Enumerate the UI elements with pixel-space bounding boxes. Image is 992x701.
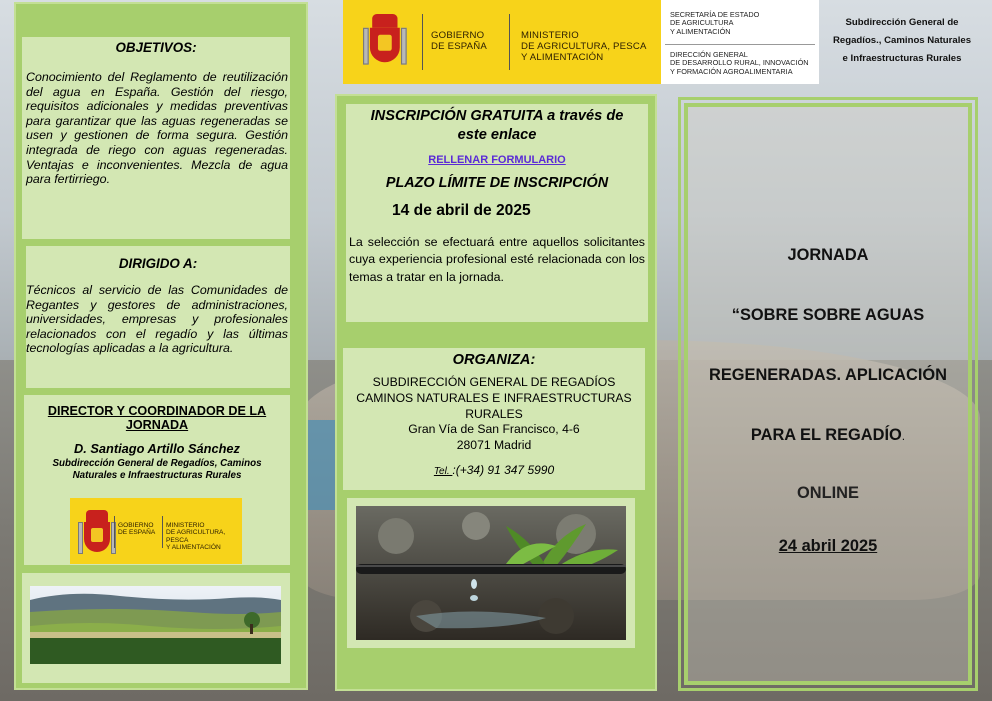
- cover-title-line3: PARA EL REGADÍO.: [750, 426, 906, 444]
- dirigido-title: DIRIGIDO A:: [118, 256, 198, 271]
- tel-value: :(+34) 91 347 5990: [452, 463, 555, 477]
- cover-date: 24 abril 2025: [778, 537, 878, 555]
- seleccion-text: La selección se efectuará entre aquellos solicitantes cuya experiencia profesional esté relacionada con los temas a tratar en la jornada.: [349, 235, 645, 284]
- landscape-card: [22, 573, 290, 683]
- spain-crest-icon: [78, 510, 118, 554]
- landscape-image: [30, 586, 281, 664]
- organiza-address: Gran Vía de San Francisco, 4-6: [408, 422, 580, 437]
- header-direccion: DIRECCIÓN GENERAL DE DESARROLLO RURAL, INNOVACIÓN Y FORMACIÓN AGROALIMENTARIA: [670, 50, 809, 76]
- organiza-body: [343, 375, 645, 454]
- organiza-line2: CAMINOS NATURALES E INFRAESTRUCTURAS: [356, 390, 632, 405]
- spain-crest-icon-large: [363, 14, 409, 67]
- director-card: [24, 395, 290, 565]
- director-affil-line1: Subdirección General de Regadíos, Caminos: [52, 458, 262, 469]
- cover-panel: [684, 103, 972, 685]
- cover-title-line1: “SOBRE SOBRE AGUAS: [731, 306, 925, 324]
- director-affil-line2: Naturales e Infraestructuras Rurales: [72, 470, 242, 481]
- small-government-logo: [70, 498, 242, 564]
- cover-title-line2: REGENERADAS. APLICACIÓN: [709, 366, 947, 384]
- rellenar-formulario-link[interactable]: RELLENAR FORMULARIO: [428, 154, 566, 166]
- organiza-line3: RURALES: [465, 406, 523, 421]
- plazo-fecha: 14 de abril de 2025: [392, 202, 531, 219]
- director-title-line1: DIRECTOR Y COORDINADOR DE LA: [47, 404, 267, 418]
- director-title: [24, 404, 290, 432]
- cover-online: ONLINE: [797, 484, 859, 502]
- organiza-card: [343, 348, 645, 490]
- dirigido-body: Técnicos al servicio de las Comunidades de Regantes y gestores de administraciones, universidades, empresas y profesionales relacionados con el regadío y las últimas tecnologías aplicadas a la agricultura.: [26, 283, 288, 356]
- tel-label: Tel.: [433, 466, 453, 477]
- dirigido-card: [26, 246, 290, 388]
- header-gobierno: GOBIERNO DE ESPAÑA: [431, 30, 488, 52]
- drip-irrigation-image: [356, 506, 626, 640]
- organiza-title: ORGANIZA:: [452, 352, 536, 368]
- director-title-line2: JORNADA: [125, 418, 189, 432]
- header-secretaria: SECRETARÍA DE ESTADO DE AGRICULTURA Y ALIMENTACIÓN: [670, 10, 760, 36]
- cover-jornada: JORNADA: [787, 246, 869, 264]
- director-name: D. Santiago Artillo Sánchez: [74, 441, 240, 456]
- subdireccion-header: Subdirección General de Regadíos., Caminos Naturales e Infraestructuras Rurales: [832, 17, 972, 64]
- plazo-title: PLAZO LÍMITE DE INSCRIPCIÓN: [385, 175, 609, 191]
- small-logo-gobierno: GOBIERNO DE ESPAÑA: [118, 522, 156, 537]
- small-logo-ministerio: MINISTERIO DE AGRICULTURA, PESCA Y ALIMENTACIÓN: [166, 522, 226, 552]
- objetivos-title: OBJETIVOS:: [115, 40, 197, 55]
- organiza-city: 28071 Madrid: [456, 438, 532, 453]
- inscripcion-card: [346, 104, 648, 322]
- irrigation-card: [347, 498, 635, 648]
- inscripcion-title: INSCRIPCIÓN GRATUITA a través de este enlace: [370, 108, 624, 143]
- director-affiliation: [24, 458, 290, 482]
- header-ministerio: MINISTERIO DE AGRICULTURA, PESCA Y ALIMENTACIÓN: [521, 30, 647, 63]
- header-logo: [343, 0, 819, 84]
- objetivos-card: [22, 37, 290, 239]
- organiza-line1: SUBDIRECCIÓN GENERAL DE REGADÍOS: [372, 375, 616, 389]
- organiza-telefono: [343, 463, 645, 477]
- objetivos-body: Conocimiento del Reglamento de reutilización del agua en España. Gestión del riesgo, requisitos adicionales y medidas preventivas para garantizar que las aguas regeneradas se usen y gestionen de forma segura. Gestión integrada de riego con aguas regeneradas. Ventajas e inconvenientes. Mezcla de agua para fertirriego.: [26, 70, 288, 187]
